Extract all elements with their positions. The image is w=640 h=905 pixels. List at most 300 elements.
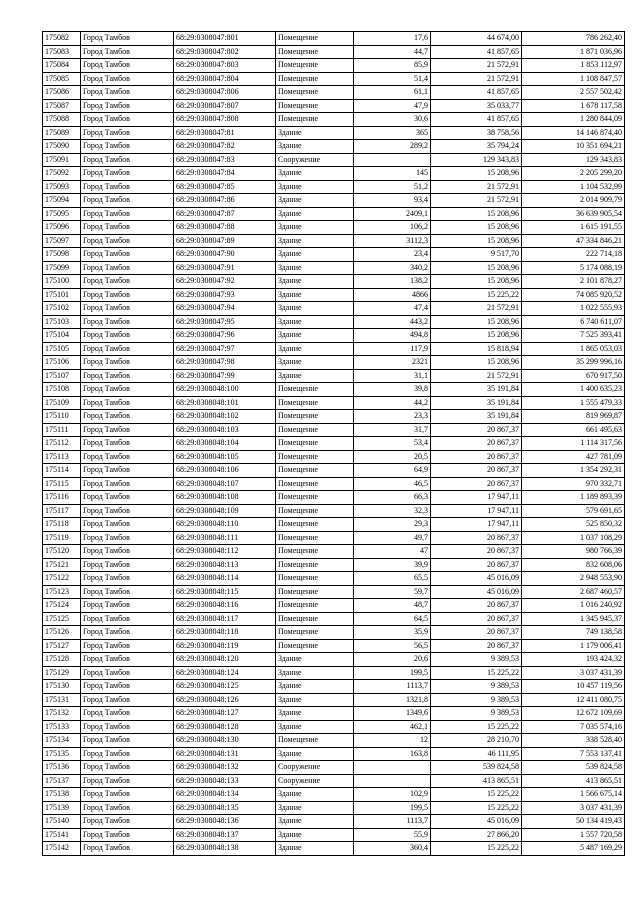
cadastral-number-cell: 68:29:0308047:86 xyxy=(174,194,276,208)
table-row xyxy=(43,477,625,491)
table-row xyxy=(43,410,625,424)
area-value-cell: 48,7 xyxy=(354,599,431,613)
city-name-cell: Город Тамбов xyxy=(81,383,174,397)
cadastral-number-cell: 68:29:0308047:97 xyxy=(174,342,276,356)
cadastral-number-cell: 68:29:0308048:127 xyxy=(174,707,276,721)
row-number-cell: 175121 xyxy=(43,558,81,572)
area-value-cell: 20,6 xyxy=(354,653,431,667)
object-type-cell: Здание xyxy=(276,788,354,802)
table-row xyxy=(43,59,625,73)
object-type-cell: Помещение xyxy=(276,45,354,59)
city-name-cell: Город Тамбов xyxy=(81,788,174,802)
unit-price-cell: 35 794,24 xyxy=(431,140,522,154)
cadastral-number-cell: 68:29:0308048:124 xyxy=(174,666,276,680)
table-row xyxy=(43,761,625,775)
row-number-cell: 175140 xyxy=(43,815,81,829)
cadastral-number-cell: 68:29:0308047:90 xyxy=(174,248,276,262)
object-type-cell: Здание xyxy=(276,302,354,316)
area-value-cell: 4866 xyxy=(354,288,431,302)
cadastral-number-cell: 68:29:0308048:113 xyxy=(174,558,276,572)
city-name-cell: Город Тамбов xyxy=(81,315,174,329)
cadastral-value-cell: 2 687 460,57 xyxy=(522,585,625,599)
table-row xyxy=(43,234,625,248)
unit-price-cell: 45 016,09 xyxy=(431,585,522,599)
cadastral-value-cell: 539 824,58 xyxy=(522,761,625,775)
row-number-cell: 175139 xyxy=(43,801,81,815)
cadastral-number-cell: 68:29:0308048:111 xyxy=(174,531,276,545)
city-name-cell: Город Тамбов xyxy=(81,72,174,86)
cadastral-value-cell: 7 553 137,41 xyxy=(522,747,625,761)
object-type-cell: Помещение xyxy=(276,99,354,113)
cadastral-number-cell: 68:29:0308048:130 xyxy=(174,734,276,748)
row-number-cell: 175088 xyxy=(43,113,81,127)
row-number-cell: 175108 xyxy=(43,383,81,397)
cadastral-value-cell: 338 528,40 xyxy=(522,734,625,748)
row-number-cell: 175125 xyxy=(43,612,81,626)
cadastral-number-cell: 68:29:0308048:117 xyxy=(174,612,276,626)
cadastral-value-cell: 5 174 088,19 xyxy=(522,261,625,275)
area-value-cell: 340,2 xyxy=(354,261,431,275)
unit-price-cell: 15 208,96 xyxy=(431,315,522,329)
row-number-cell: 175111 xyxy=(43,423,81,437)
object-type-cell: Здание xyxy=(276,653,354,667)
cadastral-value-cell: 1 865 053,03 xyxy=(522,342,625,356)
city-name-cell: Город Тамбов xyxy=(81,86,174,100)
table-row xyxy=(43,72,625,86)
object-type-cell: Помещение xyxy=(276,383,354,397)
cadastral-number-cell: 68:29:0308047:803 xyxy=(174,59,276,73)
area-value-cell: 199,5 xyxy=(354,666,431,680)
city-name-cell: Город Тамбов xyxy=(81,167,174,181)
table-row xyxy=(43,599,625,613)
city-name-cell: Город Тамбов xyxy=(81,707,174,721)
object-type-cell: Помещение xyxy=(276,464,354,478)
cadastral-value-cell: 12 672 109,69 xyxy=(522,707,625,721)
area-value-cell: 30,6 xyxy=(354,113,431,127)
city-name-cell: Город Тамбов xyxy=(81,747,174,761)
table-row xyxy=(43,99,625,113)
area-value-cell: 2409,1 xyxy=(354,207,431,221)
table-row xyxy=(43,126,625,140)
cadastral-value-cell: 661 495,63 xyxy=(522,423,625,437)
cadastral-value-cell: 1 555 479,33 xyxy=(522,396,625,410)
table-row xyxy=(43,801,625,815)
cadastral-value-cell: 1 280 844,09 xyxy=(522,113,625,127)
cadastral-number-cell: 68:29:0308048:120 xyxy=(174,653,276,667)
cadastral-number-cell: 68:29:0308047:95 xyxy=(174,315,276,329)
city-name-cell: Город Тамбов xyxy=(81,599,174,613)
cadastral-value-cell: 14 146 874,40 xyxy=(522,126,625,140)
object-type-cell: Здание xyxy=(276,248,354,262)
unit-price-cell: 15 208,96 xyxy=(431,221,522,235)
table-row xyxy=(43,275,625,289)
area-value-cell: 1321,8 xyxy=(354,693,431,707)
cadastral-number-cell: 68:29:0308047:87 xyxy=(174,207,276,221)
object-type-cell: Помещение xyxy=(276,572,354,586)
city-name-cell: Город Тамбов xyxy=(81,302,174,316)
object-type-cell: Здание xyxy=(276,680,354,694)
cadastral-number-cell: 68:29:0308047:807 xyxy=(174,99,276,113)
unit-price-cell: 28 210,70 xyxy=(431,734,522,748)
row-number-cell: 175133 xyxy=(43,720,81,734)
area-value-cell: 443,2 xyxy=(354,315,431,329)
object-type-cell: Здание xyxy=(276,342,354,356)
cadastral-value-cell: 1 354 292,31 xyxy=(522,464,625,478)
unit-price-cell: 41 857,65 xyxy=(431,113,522,127)
table-row xyxy=(43,680,625,694)
table-row xyxy=(43,342,625,356)
cadastral-number-cell: 68:29:0308048:138 xyxy=(174,842,276,856)
table-row xyxy=(43,545,625,559)
area-value-cell: 29,3 xyxy=(354,518,431,532)
city-name-cell: Город Тамбов xyxy=(81,693,174,707)
object-type-cell: Здание xyxy=(276,180,354,194)
table-row xyxy=(43,747,625,761)
area-value-cell: 64,9 xyxy=(354,464,431,478)
cadastral-value-cell: 2 014 909,79 xyxy=(522,194,625,208)
city-name-cell: Город Тамбов xyxy=(81,585,174,599)
city-name-cell: Город Тамбов xyxy=(81,572,174,586)
unit-price-cell: 44 674,00 xyxy=(431,32,522,46)
unit-price-cell: 539 824,58 xyxy=(431,761,522,775)
unit-price-cell: 20 867,37 xyxy=(431,450,522,464)
object-type-cell: Здание xyxy=(276,356,354,370)
table-row xyxy=(43,45,625,59)
city-name-cell: Город Тамбов xyxy=(81,437,174,451)
table-row xyxy=(43,207,625,221)
cadastral-value-cell: 2 948 553,90 xyxy=(522,572,625,586)
table-body xyxy=(43,32,625,856)
table-row xyxy=(43,666,625,680)
area-value-cell: 145 xyxy=(354,167,431,181)
city-name-cell: Город Тамбов xyxy=(81,626,174,640)
object-type-cell: Здание xyxy=(276,221,354,235)
city-name-cell: Город Тамбов xyxy=(81,734,174,748)
table-row xyxy=(43,221,625,235)
unit-price-cell: 15 208,96 xyxy=(431,261,522,275)
cadastral-number-cell: 68:29:0308047:93 xyxy=(174,288,276,302)
unit-price-cell: 15 225,22 xyxy=(431,801,522,815)
row-number-cell: 175093 xyxy=(43,180,81,194)
row-number-cell: 175089 xyxy=(43,126,81,140)
cadastral-number-cell: 68:29:0308048:105 xyxy=(174,450,276,464)
area-value-cell: 51,2 xyxy=(354,180,431,194)
row-number-cell: 175090 xyxy=(43,140,81,154)
cadastral-number-cell: 68:29:0308048:109 xyxy=(174,504,276,518)
cadastral-number-cell: 68:29:0308048:134 xyxy=(174,788,276,802)
cadastral-value-cell: 3 037 431,39 xyxy=(522,666,625,680)
cadastral-number-cell: 68:29:0308048:115 xyxy=(174,585,276,599)
city-name-cell: Город Тамбов xyxy=(81,99,174,113)
city-name-cell: Город Тамбов xyxy=(81,558,174,572)
object-type-cell: Здание xyxy=(276,693,354,707)
area-value-cell: 199,5 xyxy=(354,801,431,815)
cadastral-value-cell: 5 487 169,29 xyxy=(522,842,625,856)
table-row xyxy=(43,585,625,599)
city-name-cell: Город Тамбов xyxy=(81,45,174,59)
city-name-cell: Город Тамбов xyxy=(81,545,174,559)
cadastral-value-cell: 1 853 112,97 xyxy=(522,59,625,73)
cadastral-value-cell: 74 085 920,52 xyxy=(522,288,625,302)
unit-price-cell: 17 947,11 xyxy=(431,504,522,518)
row-number-cell: 175099 xyxy=(43,261,81,275)
row-number-cell: 175109 xyxy=(43,396,81,410)
unit-price-cell: 35 033,77 xyxy=(431,99,522,113)
cadastral-value-cell: 193 424,32 xyxy=(522,653,625,667)
unit-price-cell: 21 572,91 xyxy=(431,302,522,316)
object-type-cell: Помещение xyxy=(276,504,354,518)
cadastral-value-cell: 50 134 419,43 xyxy=(522,815,625,829)
area-value-cell: 44,7 xyxy=(354,45,431,59)
object-type-cell: Помещение xyxy=(276,410,354,424)
table-row xyxy=(43,504,625,518)
object-type-cell: Помещение xyxy=(276,585,354,599)
city-name-cell: Город Тамбов xyxy=(81,180,174,194)
cadastral-number-cell: 68:29:0308047:804 xyxy=(174,72,276,86)
row-number-cell: 175137 xyxy=(43,774,81,788)
row-number-cell: 175103 xyxy=(43,315,81,329)
unit-price-cell: 17 947,11 xyxy=(431,491,522,505)
object-type-cell: Здание xyxy=(276,194,354,208)
table-row xyxy=(43,788,625,802)
city-name-cell: Город Тамбов xyxy=(81,329,174,343)
city-name-cell: Город Тамбов xyxy=(81,356,174,370)
city-name-cell: Город Тамбов xyxy=(81,518,174,532)
object-type-cell: Здание xyxy=(276,275,354,289)
city-name-cell: Город Тамбов xyxy=(81,194,174,208)
cadastral-value-cell: 413 865,51 xyxy=(522,774,625,788)
cadastral-number-cell: 68:29:0308047:91 xyxy=(174,261,276,275)
area-value-cell: 365 xyxy=(354,126,431,140)
row-number-cell: 175120 xyxy=(43,545,81,559)
unit-price-cell: 15 225,22 xyxy=(431,720,522,734)
cadastral-number-cell: 68:29:0308048:112 xyxy=(174,545,276,559)
unit-price-cell: 27 866,20 xyxy=(431,828,522,842)
cadastral-value-cell: 1 016 240,92 xyxy=(522,599,625,613)
row-number-cell: 175110 xyxy=(43,410,81,424)
cadastral-number-cell: 68:29:0308048:126 xyxy=(174,693,276,707)
row-number-cell: 175102 xyxy=(43,302,81,316)
area-value-cell: 1113,7 xyxy=(354,680,431,694)
area-value-cell xyxy=(354,153,431,167)
city-name-cell: Город Тамбов xyxy=(81,680,174,694)
row-number-cell: 175092 xyxy=(43,167,81,181)
cadastral-number-cell: 68:29:0308047:94 xyxy=(174,302,276,316)
table-row xyxy=(43,86,625,100)
cadastral-value-cell: 1 871 036,96 xyxy=(522,45,625,59)
area-value-cell: 31,7 xyxy=(354,423,431,437)
city-name-cell: Город Тамбов xyxy=(81,531,174,545)
unit-price-cell: 15 208,96 xyxy=(431,234,522,248)
row-number-cell: 175138 xyxy=(43,788,81,802)
unit-price-cell: 9 389,53 xyxy=(431,653,522,667)
table-row xyxy=(43,180,625,194)
cadastral-number-cell: 68:29:0308047:808 xyxy=(174,113,276,127)
area-value-cell: 49,7 xyxy=(354,531,431,545)
cadastral-number-cell: 68:29:0308048:100 xyxy=(174,383,276,397)
object-type-cell: Помещение xyxy=(276,626,354,640)
row-number-cell: 175098 xyxy=(43,248,81,262)
object-type-cell: Здание xyxy=(276,126,354,140)
object-type-cell: Здание xyxy=(276,801,354,815)
table-row xyxy=(43,653,625,667)
object-type-cell: Здание xyxy=(276,288,354,302)
table-row xyxy=(43,113,625,127)
cadastral-value-cell: 525 850,32 xyxy=(522,518,625,532)
city-name-cell: Город Тамбов xyxy=(81,234,174,248)
unit-price-cell: 15 225,22 xyxy=(431,666,522,680)
area-value-cell: 31,1 xyxy=(354,369,431,383)
city-name-cell: Город Тамбов xyxy=(81,113,174,127)
table-row xyxy=(43,261,625,275)
city-name-cell: Город Тамбов xyxy=(81,59,174,73)
table-row xyxy=(43,383,625,397)
row-number-cell: 175091 xyxy=(43,153,81,167)
unit-price-cell: 21 572,91 xyxy=(431,194,522,208)
area-value-cell: 35,9 xyxy=(354,626,431,640)
table-row xyxy=(43,639,625,653)
table-row xyxy=(43,369,625,383)
row-number-cell: 175101 xyxy=(43,288,81,302)
row-number-cell: 175118 xyxy=(43,518,81,532)
object-type-cell: Помещение xyxy=(276,59,354,73)
table-row xyxy=(43,518,625,532)
cadastral-value-cell: 6 740 611,07 xyxy=(522,315,625,329)
object-type-cell: Сооружение xyxy=(276,153,354,167)
object-type-cell: Помещение xyxy=(276,518,354,532)
table-row xyxy=(43,153,625,167)
cadastral-value-cell: 1 108 847,57 xyxy=(522,72,625,86)
table-row xyxy=(43,248,625,262)
cadastral-value-cell: 832 608,06 xyxy=(522,558,625,572)
cadastral-value-cell: 3 037 431,39 xyxy=(522,801,625,815)
cadastral-number-cell: 68:29:0308048:114 xyxy=(174,572,276,586)
object-type-cell: Здание xyxy=(276,329,354,343)
cadastral-number-cell: 68:29:0308047:806 xyxy=(174,86,276,100)
cadastral-number-cell: 68:29:0308048:104 xyxy=(174,437,276,451)
row-number-cell: 175135 xyxy=(43,747,81,761)
cadastral-value-cell: 1 114 317,56 xyxy=(522,437,625,451)
row-number-cell: 175136 xyxy=(43,761,81,775)
row-number-cell: 175126 xyxy=(43,626,81,640)
row-number-cell: 175129 xyxy=(43,666,81,680)
city-name-cell: Город Тамбов xyxy=(81,612,174,626)
area-value-cell: 39,8 xyxy=(354,383,431,397)
row-number-cell: 175123 xyxy=(43,585,81,599)
object-type-cell: Здание xyxy=(276,815,354,829)
object-type-cell: Помещение xyxy=(276,734,354,748)
unit-price-cell: 20 867,37 xyxy=(431,423,522,437)
area-value-cell: 360,4 xyxy=(354,842,431,856)
city-name-cell: Город Тамбов xyxy=(81,477,174,491)
cadastral-value-cell: 1 678 117,58 xyxy=(522,99,625,113)
city-name-cell: Город Тамбов xyxy=(81,342,174,356)
unit-price-cell: 38 758,56 xyxy=(431,126,522,140)
area-value-cell: 47,4 xyxy=(354,302,431,316)
row-number-cell: 175141 xyxy=(43,828,81,842)
city-name-cell: Город Тамбов xyxy=(81,491,174,505)
object-type-cell: Помещение xyxy=(276,86,354,100)
unit-price-cell: 15 225,22 xyxy=(431,788,522,802)
cadastral-number-cell: 68:29:0308048:103 xyxy=(174,423,276,437)
area-value-cell: 64,5 xyxy=(354,612,431,626)
cadastral-value-cell: 222 714,18 xyxy=(522,248,625,262)
city-name-cell: Город Тамбов xyxy=(81,801,174,815)
row-number-cell: 175131 xyxy=(43,693,81,707)
table-row xyxy=(43,437,625,451)
cadastral-number-cell: 68:29:0308047:83 xyxy=(174,153,276,167)
object-type-cell: Помещение xyxy=(276,599,354,613)
object-type-cell: Здание xyxy=(276,720,354,734)
cadastral-value-cell: 1 566 675,14 xyxy=(522,788,625,802)
object-type-cell: Здание xyxy=(276,207,354,221)
city-name-cell: Город Тамбов xyxy=(81,207,174,221)
city-name-cell: Город Тамбов xyxy=(81,261,174,275)
area-value-cell: 23,3 xyxy=(354,410,431,424)
table-row xyxy=(43,288,625,302)
cadastral-number-cell: 68:29:0308048:133 xyxy=(174,774,276,788)
row-number-cell: 175094 xyxy=(43,194,81,208)
cadastral-value-cell: 1 037 108,29 xyxy=(522,531,625,545)
cadastral-value-cell: 35 299 996,16 xyxy=(522,356,625,370)
city-name-cell: Город Тамбов xyxy=(81,720,174,734)
object-type-cell: Здание xyxy=(276,261,354,275)
area-value-cell: 1113,7 xyxy=(354,815,431,829)
table-row xyxy=(43,464,625,478)
unit-price-cell: 45 016,09 xyxy=(431,572,522,586)
table-row xyxy=(43,423,625,437)
unit-price-cell: 20 867,37 xyxy=(431,558,522,572)
city-name-cell: Город Тамбов xyxy=(81,653,174,667)
city-name-cell: Город Тамбов xyxy=(81,761,174,775)
cadastral-value-cell: 12 411 080,75 xyxy=(522,693,625,707)
object-type-cell: Помещение xyxy=(276,32,354,46)
row-number-cell: 175115 xyxy=(43,477,81,491)
table-row xyxy=(43,396,625,410)
cadastral-value-cell: 1 400 635,23 xyxy=(522,383,625,397)
cadastral-value-cell: 427 781,09 xyxy=(522,450,625,464)
cadastral-number-cell: 68:29:0308048:102 xyxy=(174,410,276,424)
cadastral-number-cell: 68:29:0308047:99 xyxy=(174,369,276,383)
area-value-cell: 494,8 xyxy=(354,329,431,343)
area-value-cell: 61,1 xyxy=(354,86,431,100)
area-value-cell: 17,6 xyxy=(354,32,431,46)
city-name-cell: Город Тамбов xyxy=(81,275,174,289)
area-value-cell: 93,4 xyxy=(354,194,431,208)
unit-price-cell: 9 389,53 xyxy=(431,680,522,694)
table-row xyxy=(43,842,625,856)
city-name-cell: Город Тамбов xyxy=(81,248,174,262)
area-value-cell: 23,4 xyxy=(354,248,431,262)
object-type-cell: Помещение xyxy=(276,531,354,545)
object-type-cell: Помещение xyxy=(276,545,354,559)
unit-price-cell: 15 225,22 xyxy=(431,288,522,302)
object-type-cell: Здание xyxy=(276,828,354,842)
city-name-cell: Город Тамбов xyxy=(81,153,174,167)
cadastral-value-cell: 10 351 694,21 xyxy=(522,140,625,154)
unit-price-cell: 20 867,37 xyxy=(431,477,522,491)
cadastral-value-cell: 36 639 905,54 xyxy=(522,207,625,221)
table-row xyxy=(43,491,625,505)
row-number-cell: 175097 xyxy=(43,234,81,248)
table-row xyxy=(43,626,625,640)
cadastral-value-table xyxy=(42,31,625,856)
area-value-cell: 51,4 xyxy=(354,72,431,86)
cadastral-value-cell: 749 138,58 xyxy=(522,626,625,640)
area-value-cell: 53,4 xyxy=(354,437,431,451)
row-number-cell: 175096 xyxy=(43,221,81,235)
object-type-cell: Помещение xyxy=(276,423,354,437)
